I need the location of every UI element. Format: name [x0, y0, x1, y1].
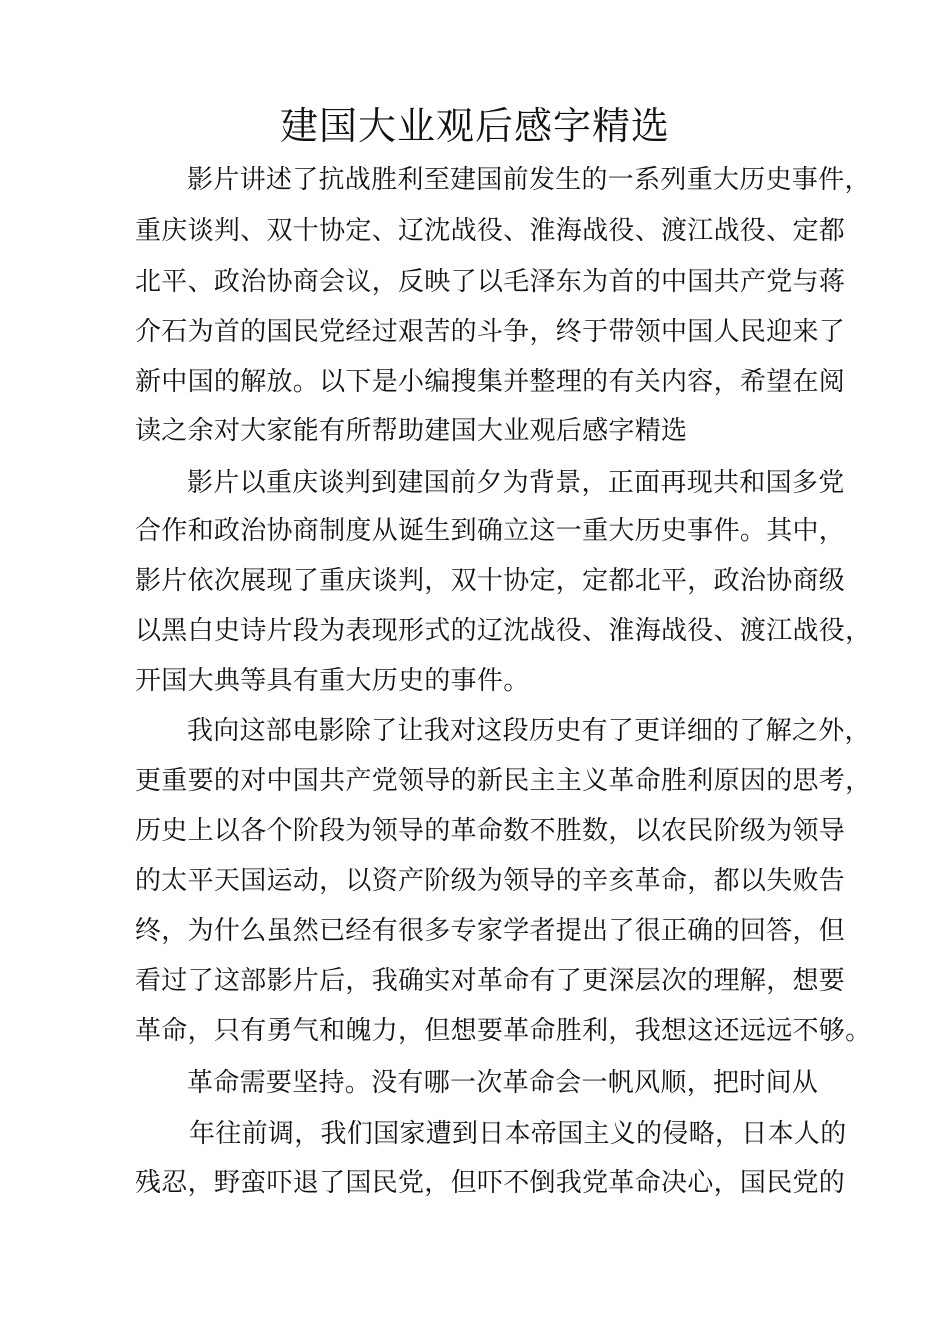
- text-line: 北平、政治协商会议，反映了以毛泽东为首的中国共产党与蒋: [135, 267, 846, 297]
- text-line: 更重要的对中国共产党领导的新民主主义革命胜利原因的思考，: [135, 766, 872, 796]
- text-line: 历史上以各个阶段为领导的革命数不胜数，以农民阶级为领导: [135, 816, 846, 846]
- document-title: 建国大业观后感字精选: [279, 104, 670, 148]
- text-line: 重庆谈判、双十协定、辽沈战役、淮海战役、渡江战役、定都: [135, 216, 846, 246]
- text-line: 新中国的解放。以下是小编搜集并整理的有关内容，希望在阅: [135, 367, 846, 397]
- text-line: 的太平天国运动，以资产阶级为领导的辛亥革命，都以失败告: [135, 866, 846, 896]
- text-line: 影片以重庆谈判到建国前夕为背景，正面再现共和国多党: [187, 468, 845, 498]
- text-line: 年往前调，我们国家遭到日本帝国主义的侵略，日本人的: [189, 1119, 847, 1149]
- text-line: 读之余对大家能有所帮助建国大业观后感字精选: [135, 416, 688, 446]
- text-line: 开国大典等具有重大历史的事件。: [135, 666, 530, 696]
- text-line: 看过了这部影片后，我确实对革命有了更深层次的理解，想要: [135, 966, 846, 996]
- text-line: 影片讲述了抗战胜利至建国前发生的一系列重大历史事件，: [187, 165, 871, 195]
- text-line: 以黑白史诗片段为表现形式的辽沈战役、淮海战役、渡江战役，: [135, 616, 872, 646]
- text-line: 残忍，野蛮吓退了国民党，但吓不倒我党革命决心，国民党的: [135, 1168, 846, 1198]
- text-line: 合作和政治协商制度从诞生到确立这一重大历史事件。其中，: [135, 516, 846, 546]
- text-line: 革命，只有勇气和魄力，但想要革命胜利，我想这还远远不够。: [135, 1016, 872, 1046]
- text-line: 我向这部电影除了让我对这段历史有了更详细的了解之外，: [187, 716, 871, 746]
- text-line: 介石为首的国民党经过艰苦的斗争，终于带领中国人民迎来了: [135, 317, 846, 347]
- text-line: 革命需要坚持。没有哪一次革命会一帆风顺，把时间从: [187, 1068, 819, 1098]
- text-line: 终，为什么虽然已经有很多专家学者提出了很正确的回答，但: [135, 916, 846, 946]
- text-line: 影片依次展现了重庆谈判，双十协定，定都北平，政治协商级: [135, 566, 846, 596]
